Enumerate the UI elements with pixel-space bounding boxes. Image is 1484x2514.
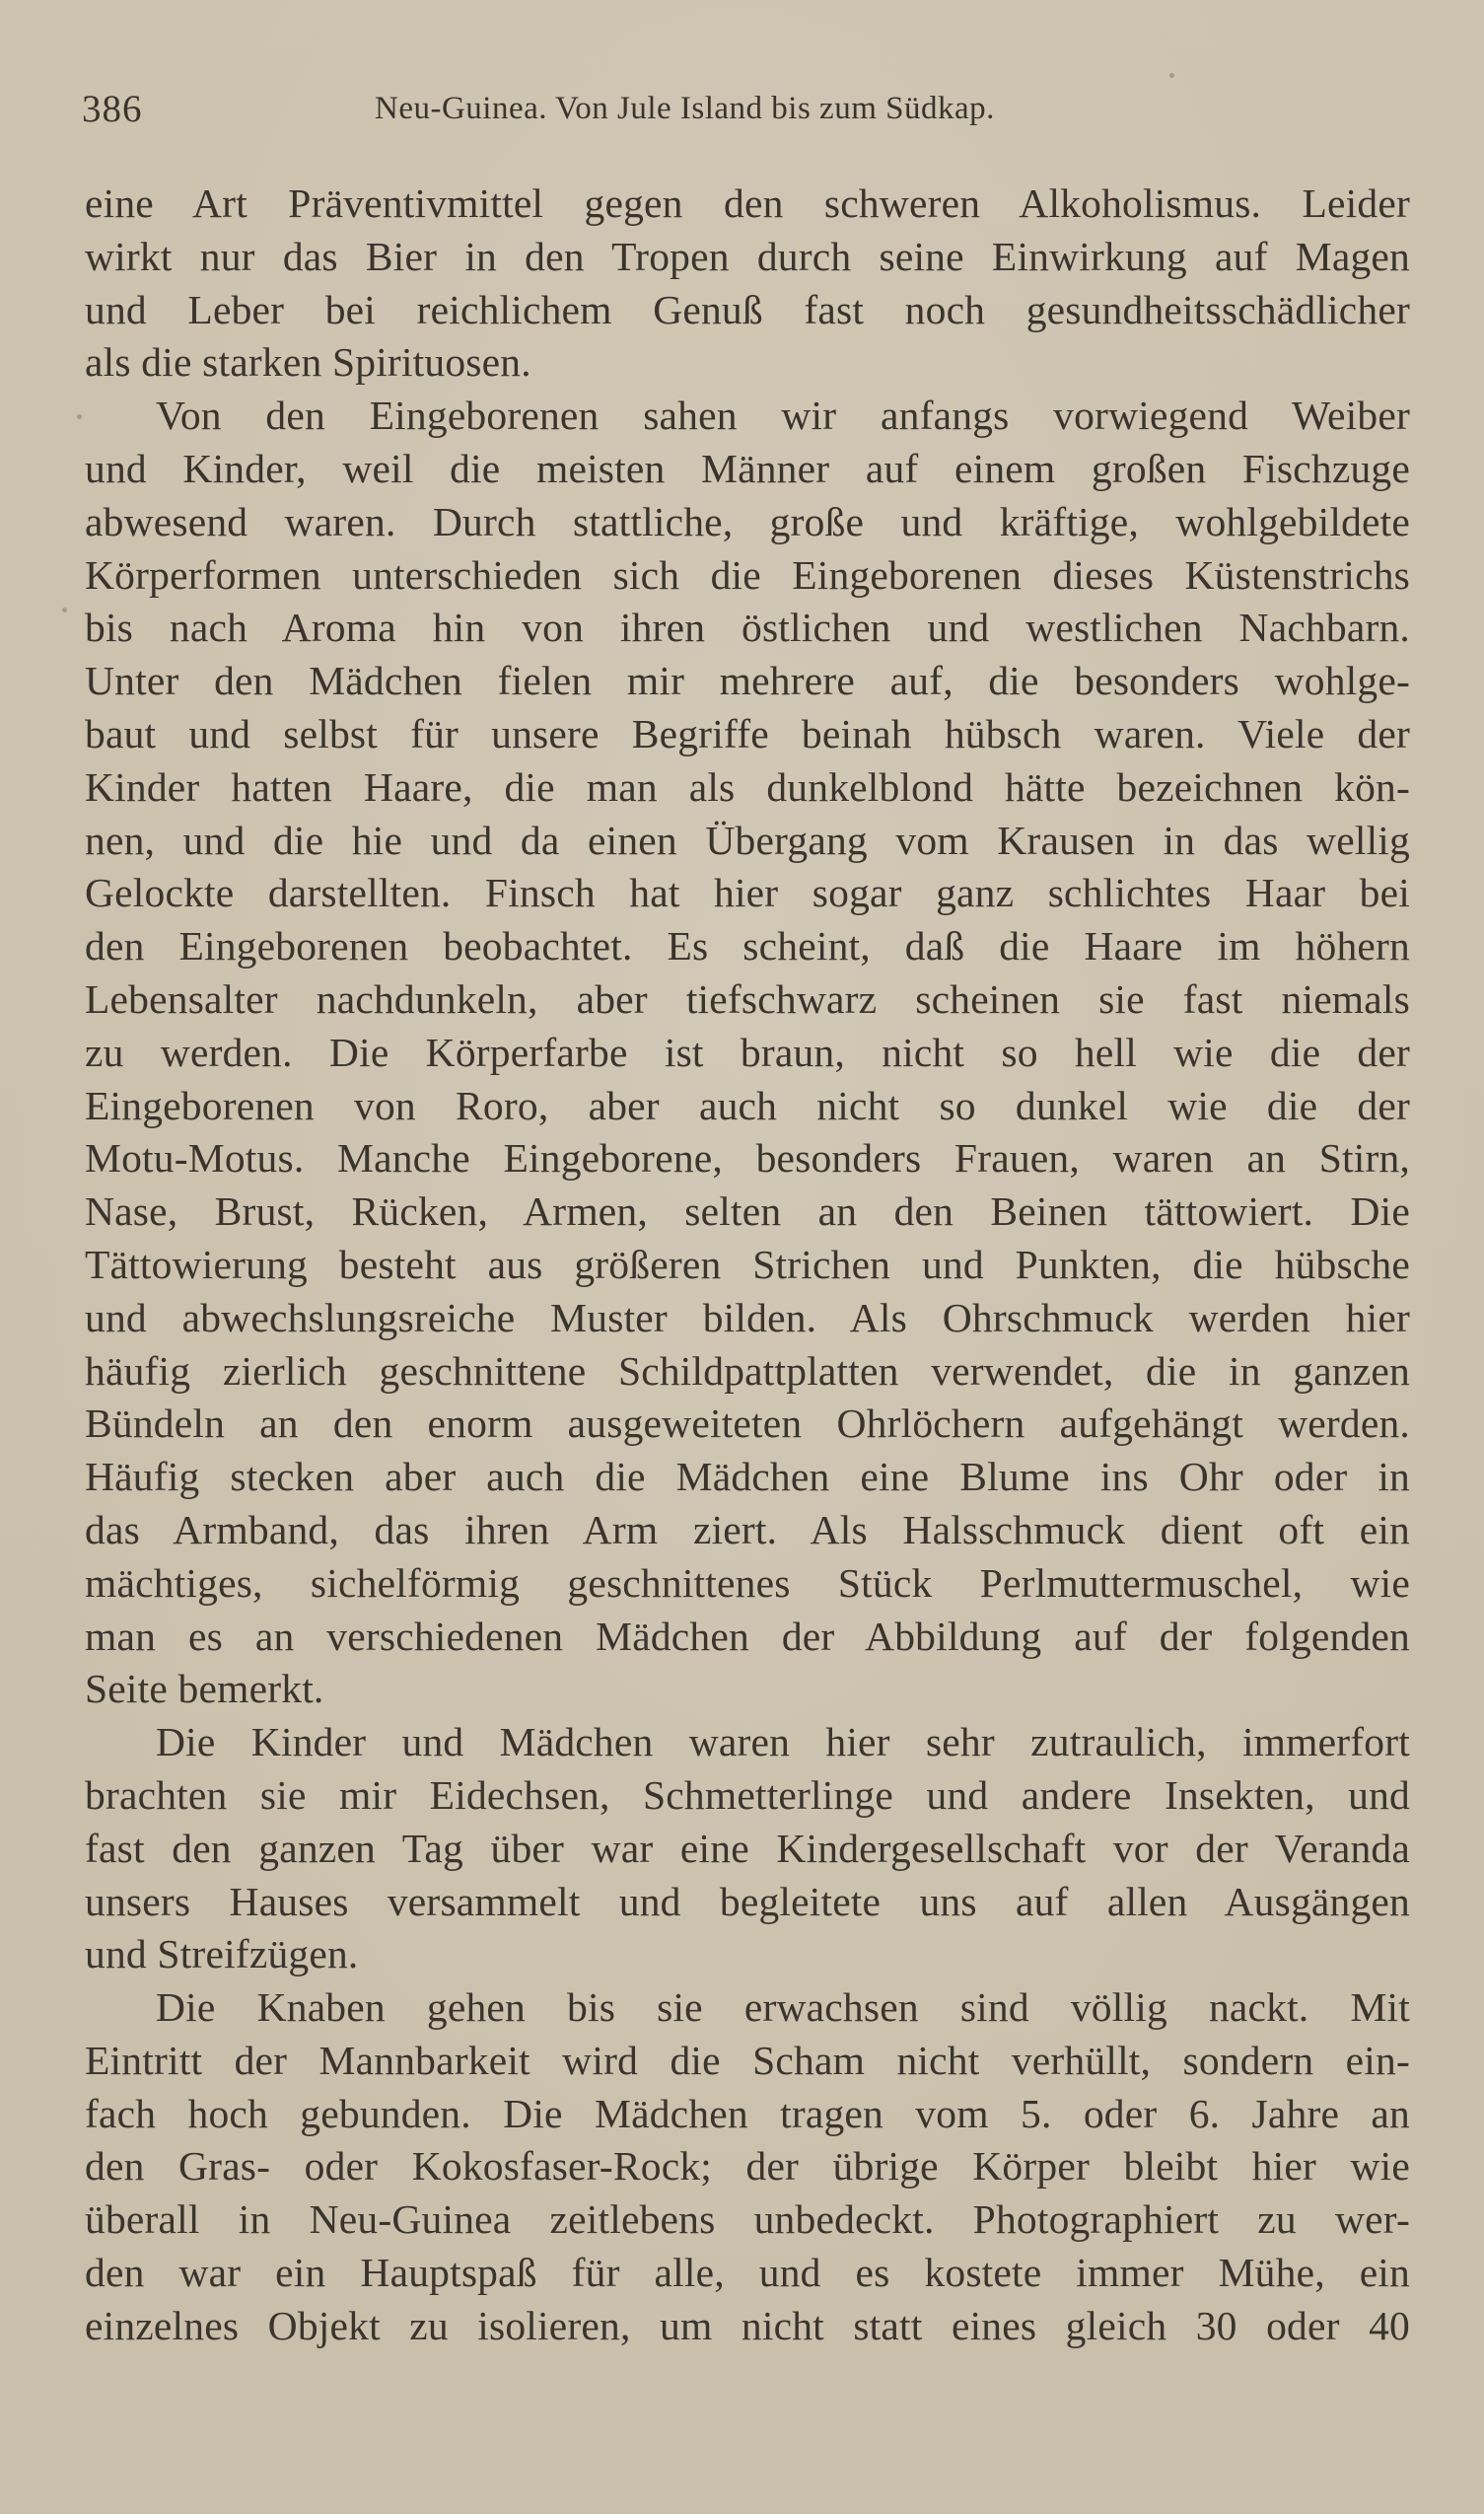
text-line: bis nach Aroma hin von ihren östlichen und westlichen Nachbarn. (85, 605, 1410, 651)
text-line: Gelockte darstellten. Finsch hat hier sogar ganz schlichtes Haar bei (85, 870, 1410, 916)
text-line: Körperformen unterschieden sich die Eingeborenen dieses Küstenstrichs (85, 551, 1410, 598)
text-line: und abwechslungsreiche Muster bilden. Als Ohrschmuck werden hier (85, 1294, 1410, 1340)
text-line: Nase, Brust, Rücken, Armen, selten an den Beinen tättowiert. Die (85, 1188, 1410, 1235)
text-line: Eingeborenen von Roro, aber auch nicht so dunkel wie die der (85, 1082, 1410, 1128)
text-line: brachten sie mir Eidechsen, Schmetterlinge und andere Insekten, und (85, 1771, 1410, 1818)
text-line: Häufig stecken aber auch die Mädchen eine Blume ins Ohr oder in (85, 1454, 1410, 1500)
text-line: Bündeln an den enorm ausgeweiteten Ohrlöchern aufgehängt werden. (85, 1401, 1410, 1447)
text-line: mächtiges, sichelförmig geschnittenes Stück Perlmuttermuschel, wie (85, 1559, 1410, 1606)
text-line: baut und selbst für unsere Begriffe beinah hübsch waren. Viele der (85, 710, 1410, 756)
text-line: und Kinder, weil die meisten Männer auf einem großen Fischzuge (85, 445, 1410, 491)
text-line: Die Kinder und Mädchen waren hier sehr zutraulich, immerfort (156, 1719, 1410, 1765)
text-line: Von den Eingeborenen sahen wir anfangs vorwiegend Weiber (156, 393, 1410, 439)
text-line: einzelnes Objekt zu isolieren, um nicht statt eines gleich 30 oder 40 (85, 2302, 1410, 2348)
text-line: abwesend waren. Durch stattliche, große und kräftige, wohlgebildete (85, 498, 1410, 544)
text-line: fach hoch gebunden. Die Mädchen tragen vom 5. oder 6. Jahre an (85, 2090, 1410, 2136)
text-line: den Gras- oder Kokosfaser-Rock; der übrige Körper bleibt hier wie (85, 2143, 1410, 2190)
text-line: Seite bemerkt. (85, 1666, 324, 1712)
text-line: und Leber bei reichlichem Genuß fast noch gesundheitsschädlicher (85, 286, 1410, 332)
text-line: Unter den Mädchen fielen mir mehrere auf, die besonders wohlge- (85, 658, 1410, 704)
text-line: das Armband, das ihren Arm ziert. Als Halsschmuck dient oft ein (85, 1506, 1410, 1552)
paper-speck (62, 608, 67, 612)
text-line: Motu-Motus. Manche Eingeborene, besonders Frauen, waren an Stirn, (85, 1135, 1410, 1182)
paper-speck (1169, 73, 1174, 78)
text-line: Kinder hatten Haare, die man als dunkelblond hätte bezeichnen kön- (85, 763, 1410, 810)
text-line: wirkt nur das Bier in den Tropen durch seine Einwirkung auf Magen (85, 233, 1410, 279)
page-header (82, 87, 1413, 142)
text-line: den war ein Hauptspaß für alle, und es kostete immer Mühe, ein (85, 2250, 1410, 2296)
text-line: eine Art Präventivmittel gegen den schweren Alkoholismus. Leider (85, 180, 1410, 226)
body-text (85, 178, 1410, 2353)
text-line: zu werden. Die Körperfarbe ist braun, nicht so hell wie die der (85, 1029, 1410, 1075)
text-line: man es an verschiedenen Mädchen der Abbildung auf der folgenden (85, 1613, 1410, 1659)
paper-speck (77, 414, 82, 419)
text-line: nen, und die hie und da einen Übergang vom Krausen in das wellig (85, 817, 1410, 863)
text-line: häufig zierlich geschnittene Schildpattplatten verwendet, die in ganzen (85, 1347, 1410, 1394)
text-line: unsers Hauses versammelt und begleitete uns auf allen Ausgängen (85, 1878, 1410, 1924)
text-line: Lebensalter nachdunkeln, aber tiefschwarz scheinen sie fast niemals (85, 975, 1410, 1022)
text-line: Die Knaben gehen bis sie erwachsen sind völlig nackt. Mit (156, 1984, 1410, 2031)
running-head: Neu-Guinea. Von Jule Island bis zum Südkap. (375, 91, 995, 126)
text-line: überall in Neu-Guinea zeitlebens unbedeckt. Photographiert zu wer- (85, 2196, 1410, 2243)
text-line: Eintritt der Mannbarkeit wird die Scham nicht verhüllt, sondern ein- (85, 2037, 1410, 2083)
page-number: 386 (82, 88, 143, 130)
text-line: fast den ganzen Tag über war eine Kindergesellschaft vor der Veranda (85, 1825, 1410, 1871)
text-line: als die starken Spirituosen. (85, 339, 531, 386)
text-line: den Eingeborenen beobachtet. Es scheint, daß die Haare im höhern (85, 923, 1410, 970)
text-line: und Streifzügen. (85, 1931, 359, 1977)
text-line: Tättowierung besteht aus größeren Strichen und Punkten, die hübsche (85, 1241, 1410, 1287)
